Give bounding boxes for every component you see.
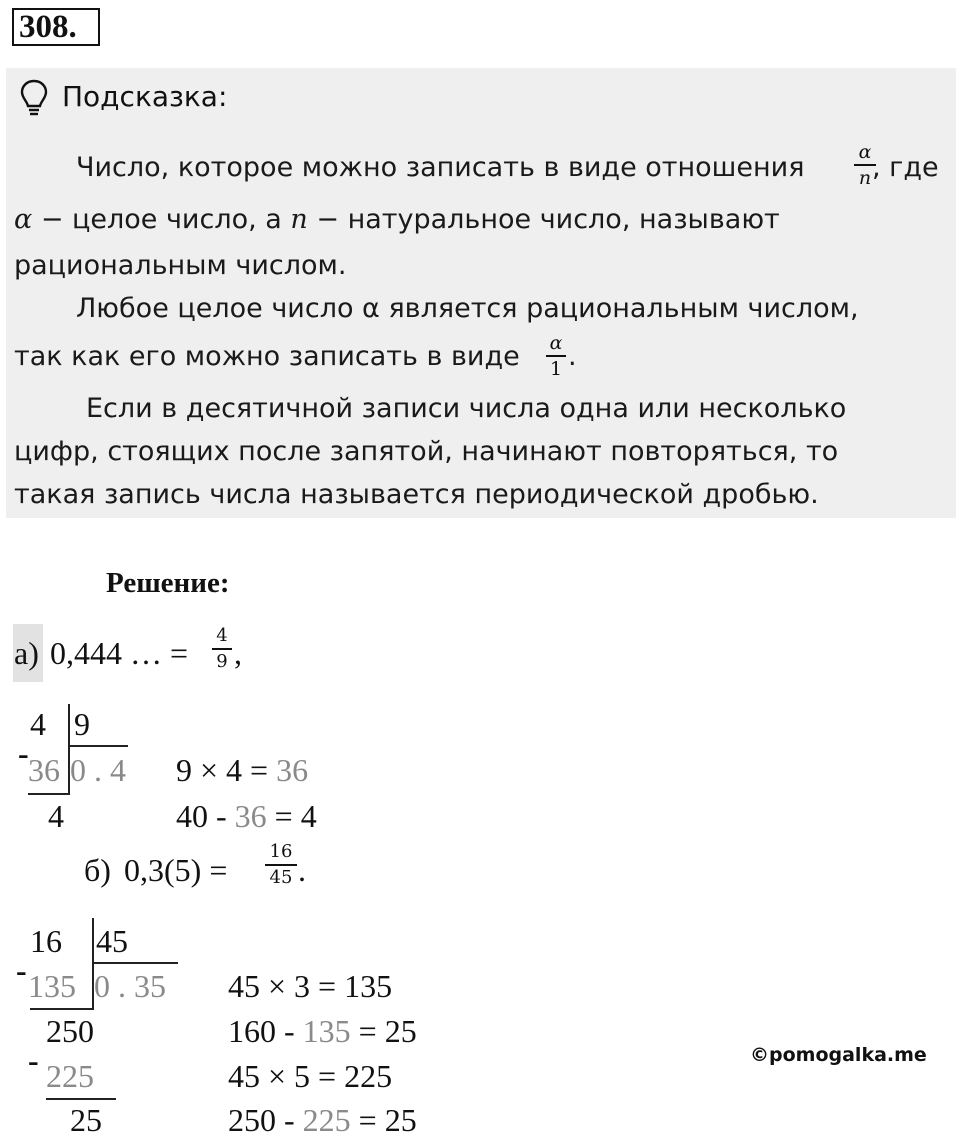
fraction-bar bbox=[212, 648, 232, 650]
calc-b-4 bbox=[228, 1102, 417, 1139]
fraction-bar bbox=[265, 864, 297, 866]
part-b-tail: . bbox=[298, 852, 306, 888]
part-a-fraction bbox=[212, 626, 232, 672]
hint-title: Подсказка: bbox=[62, 80, 228, 113]
calc-b-3: 45 × 5 = 225 bbox=[228, 1058, 393, 1094]
calc-b-4-sub: 225 bbox=[302, 1102, 351, 1138]
division-a-divisor-line bbox=[68, 745, 128, 747]
hint-p3-line2: цифр, стоящих после запятой, начинают повторяться, то bbox=[14, 436, 839, 467]
division-a-divisor: 9 bbox=[74, 706, 90, 742]
division-b-dividend: 16 bbox=[30, 923, 62, 959]
division-b-minus-2: - bbox=[28, 1042, 39, 1078]
division-b-result-line-1 bbox=[30, 1008, 92, 1010]
lightbulb-icon bbox=[18, 78, 50, 118]
hint-p1-line1: Число, которое можно записать в виде отношения bbox=[76, 152, 805, 183]
hint-p3-line3: такая запись числа называется периодической дробью. bbox=[14, 479, 819, 510]
fraction-bar bbox=[546, 355, 566, 357]
division-b-subtrahend-2: 225 bbox=[46, 1058, 94, 1094]
calc-a-2 bbox=[176, 798, 317, 835]
hint-p1-line2-c: − натуральное число, называют bbox=[307, 204, 780, 235]
fraction-numerator: 16 bbox=[269, 841, 293, 862]
hint-p2-line1: Любое целое число α является рациональным числом, bbox=[76, 293, 859, 324]
calc-a-1 bbox=[176, 752, 308, 789]
math-alpha: α bbox=[14, 204, 33, 235]
fraction-numerator: 4 bbox=[216, 625, 228, 646]
part-b-label: б) bbox=[84, 852, 111, 888]
fraction-numerator: α bbox=[549, 332, 563, 354]
hint-p3-line1: Если в десятичной записи числа одна или несколько bbox=[86, 393, 847, 424]
watermark: ©pomogalka.me bbox=[750, 1044, 927, 1066]
calc-a-2-text: 40 - bbox=[176, 798, 235, 834]
division-a-result-line bbox=[28, 793, 70, 795]
calc-b-2 bbox=[228, 1013, 417, 1050]
division-b-minus-1: - bbox=[16, 952, 27, 988]
part-b-expression: 0,3(5) = bbox=[124, 852, 228, 888]
hint-p1-line1-end: , где bbox=[872, 152, 939, 183]
math-n: n bbox=[290, 204, 308, 235]
hint-p1-line2 bbox=[14, 204, 780, 235]
hint-p2-line2: так как его можно записать в виде bbox=[14, 341, 520, 372]
division-b-remainder-2: 25 bbox=[70, 1102, 102, 1138]
division-a-minus: - bbox=[18, 735, 29, 771]
division-a-dividend: 4 bbox=[30, 706, 46, 742]
division-a-remainder: 4 bbox=[48, 798, 64, 834]
hint-fraction-a-1 bbox=[546, 333, 566, 379]
division-a-subtrahend: 36 bbox=[28, 752, 60, 788]
calc-b-2-sub: 135 bbox=[302, 1013, 351, 1049]
calc-b-4-text: 250 - bbox=[228, 1102, 303, 1138]
division-b-subtrahend-1: 135 bbox=[28, 968, 76, 1004]
calc-a-2-result: = 4 bbox=[266, 798, 317, 834]
division-b-divisor-line bbox=[92, 962, 178, 964]
division-b-quotient: 0 . 35 bbox=[94, 968, 166, 1004]
hint-p2-line2-end: . bbox=[568, 341, 577, 372]
part-a-tail: , bbox=[234, 635, 242, 671]
calc-a-2-sub: 36 bbox=[234, 798, 267, 834]
calc-b-4-result: = 25 bbox=[350, 1102, 417, 1138]
part-b-fraction bbox=[265, 842, 297, 888]
problem-number: 308. bbox=[12, 8, 100, 46]
fraction-numerator: α bbox=[858, 141, 872, 163]
part-a-expression: 0,444 … = bbox=[50, 635, 189, 671]
hint-p1-line3: рациональным числом. bbox=[14, 250, 347, 281]
calc-a-1-text: 9 × 4 = bbox=[176, 752, 277, 788]
fraction-denominator: n bbox=[858, 167, 872, 189]
fraction-denominator: 45 bbox=[269, 867, 293, 888]
fraction-denominator: 1 bbox=[549, 358, 563, 380]
calc-a-1-value: 36 bbox=[276, 752, 309, 788]
calc-b-2-result: = 25 bbox=[350, 1013, 417, 1049]
division-b-result-line-2 bbox=[46, 1098, 116, 1100]
solution-title: Решение: bbox=[106, 567, 230, 599]
hint-p1-line2-b: − целое число, а bbox=[32, 204, 291, 235]
fraction-denominator: 9 bbox=[216, 651, 228, 672]
part-a-label: а) bbox=[14, 635, 39, 671]
division-a-quotient: 0 . 4 bbox=[70, 752, 126, 788]
calc-b-1: 45 × 3 = 135 bbox=[228, 968, 393, 1004]
division-b-divisor: 45 bbox=[96, 923, 128, 959]
calc-b-2-text: 160 - bbox=[228, 1013, 303, 1049]
division-b-remainder-1: 250 bbox=[46, 1013, 94, 1049]
